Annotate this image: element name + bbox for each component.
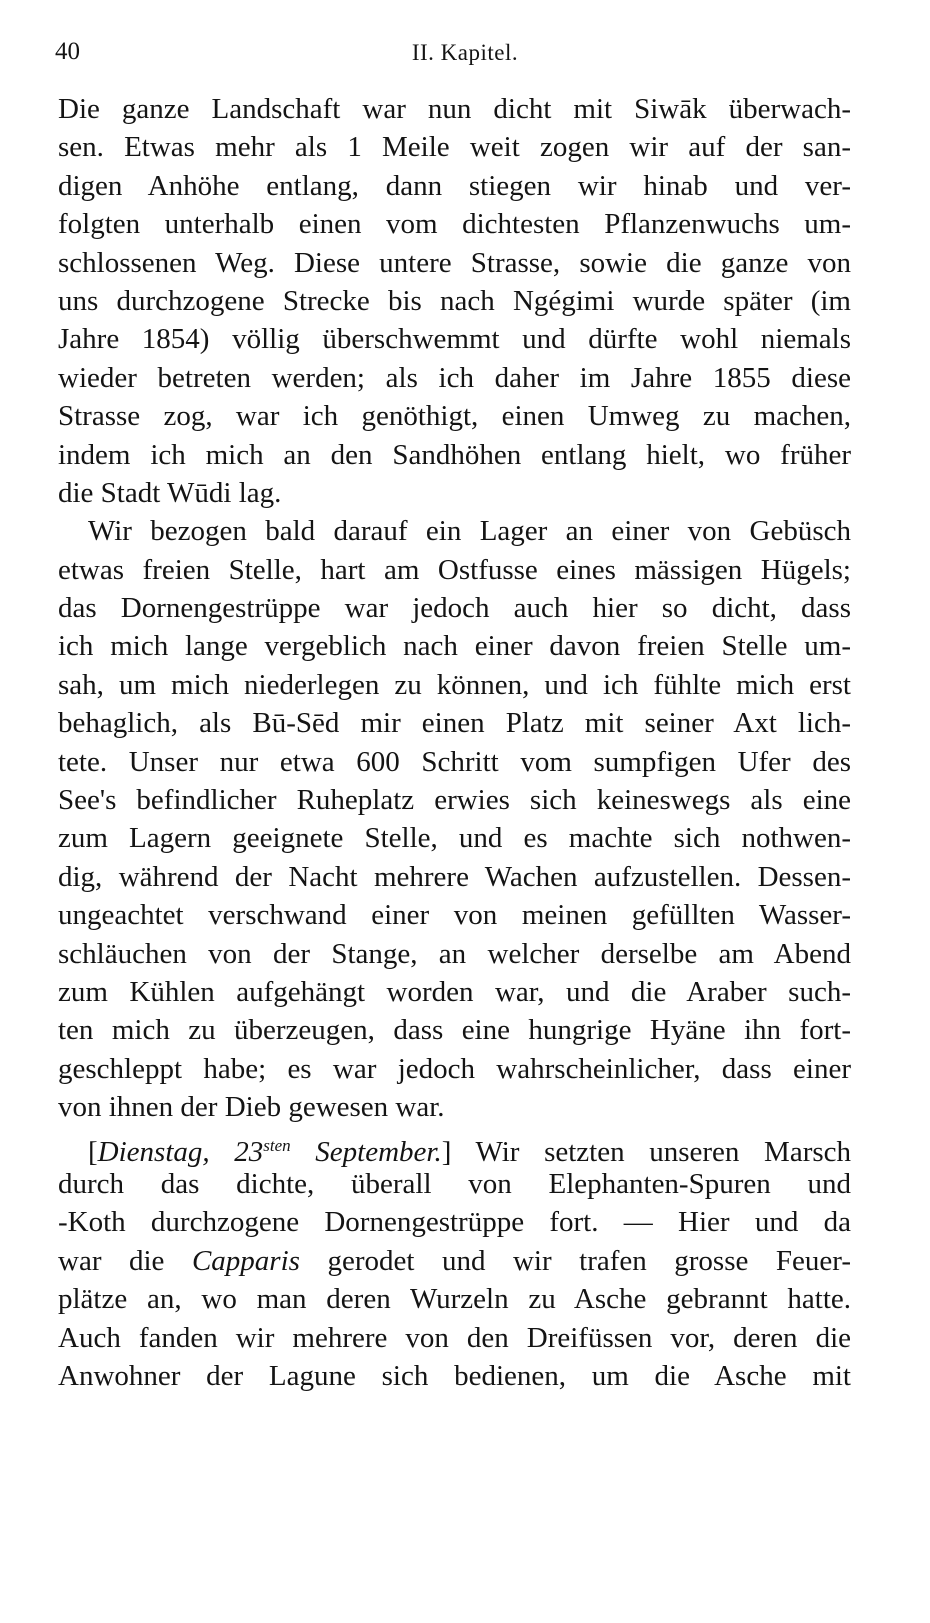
- capparis-line: [58, 1242, 851, 1280]
- page-number: 40: [55, 38, 80, 65]
- date-month: September.: [290, 1135, 442, 1168]
- text-line: uns durchzogene Strecke bis nach Ngégimi wurde später (im: [58, 284, 851, 317]
- text-line: indem ich mich an den Sandhöhen entlang hielt, wo früher: [58, 438, 851, 471]
- text-line: Die ganze Landschaft war nun dicht mit Siwāk überwach-: [58, 93, 851, 125]
- date-superscript: sten: [263, 1135, 291, 1155]
- date-line-rest: Wir setzten unseren Marsch: [451, 1135, 852, 1168]
- text-line: sen. Etwas mehr als 1 Meile weit zogen wir auf der san-: [58, 131, 851, 164]
- text-line: wieder betreten werden; als ich daher im Jahre 1855 diese: [58, 361, 851, 394]
- text-line: etwas freien Stelle, hart am Ostfusse eines mässigen Hügels;: [58, 553, 851, 586]
- text-line: Wir bezogen bald darauf ein Lager an einer von Gebüsch: [88, 515, 851, 548]
- capparis-after: gerodet und wir trafen grosse Feuer-: [299, 1244, 852, 1277]
- text-line: behaglich, als Bū-Sēd mir einen Platz mit seiner Axt lich-: [58, 707, 851, 740]
- paragraph-1: [58, 90, 851, 512]
- date-day: Dienstag, 23: [97, 1135, 264, 1168]
- text-line: -Koth durchzogene Dornengestrüppe fort. — Hier und da: [58, 1206, 851, 1239]
- capparis-before: war die: [58, 1244, 192, 1277]
- text-line: ten mich zu überzeugen, dass eine hungrige Hyäne ihn fort-: [58, 1014, 851, 1047]
- text-line: Auch fanden wir mehrere von den Dreifüssen vor, deren die: [58, 1321, 851, 1354]
- text-line: digen Anhöhe entlang, dann stiegen wir hinab und ver-: [58, 169, 851, 202]
- text-line: von ihnen der Dieb gewesen war.: [58, 1091, 445, 1124]
- text-line: schlossenen Weg. Diese untere Strasse, sowie die ganze von: [58, 246, 851, 279]
- text-line: schläuchen von der Stange, an welcher derselbe am Abend: [58, 937, 851, 970]
- date-line: [58, 1127, 852, 1168]
- paragraph-2: [58, 512, 851, 1126]
- text-line: folgten unterhalb einen vom dichtesten Pflanzenwuchs um-: [58, 208, 851, 241]
- text-line: Anwohner der Lagune sich bedienen, um die Asche mit: [58, 1359, 851, 1392]
- text-line: ich mich lange vergeblich nach einer davon freien Stelle um-: [58, 630, 851, 663]
- text-line: plätze an, wo man deren Wurzeln zu Asche gebrannt hatte.: [58, 1283, 851, 1316]
- text-line: tete. Unser nur etwa 600 Schritt vom sumpfigen Ufer des: [58, 745, 851, 778]
- text-line: Strasse zog, war ich genöthigt, einen Umweg zu machen,: [58, 400, 851, 433]
- text-line: zum Lagern geeignete Stelle, und es machte sich nothwen-: [58, 822, 851, 855]
- text-line: dig, während der Nacht mehrere Wachen aufzustellen. Dessen-: [58, 860, 851, 893]
- capparis-italic: Capparis: [191, 1244, 300, 1277]
- running-head: II. Kapitel.: [411, 40, 519, 65]
- text-line: die Stadt Wūdi lag.: [58, 476, 282, 509]
- text-line: sah, um mich niederlegen zu können, und ich fühlte mich erst: [58, 668, 851, 701]
- text-line: geschleppt habe; es war jedoch wahrscheinlicher, dass einer: [58, 1052, 851, 1085]
- text-line: Jahre 1854) völlig überschwemmt und dürfte wohl niemals: [58, 323, 851, 356]
- text-line: ungeachtet verschwand einer von meinen gefüllten Wasser-: [58, 899, 851, 932]
- close-bracket: ]: [441, 1135, 452, 1168]
- open-bracket: [: [88, 1135, 98, 1168]
- text-line: das Dornengestrüppe war jedoch auch hier so dicht, dass: [58, 592, 851, 625]
- text-line: zum Kühlen aufgehängt worden war, und die Araber such-: [58, 975, 851, 1008]
- paragraph-3: [58, 1127, 851, 1396]
- text-line: See's befindlicher Ruheplatz erwies sich keineswegs als eine: [58, 784, 851, 817]
- page-header: [0, 38, 930, 78]
- body-text: [58, 90, 851, 1395]
- text-line: durch das dichte, überall von Elephanten-Spuren und: [58, 1167, 851, 1200]
